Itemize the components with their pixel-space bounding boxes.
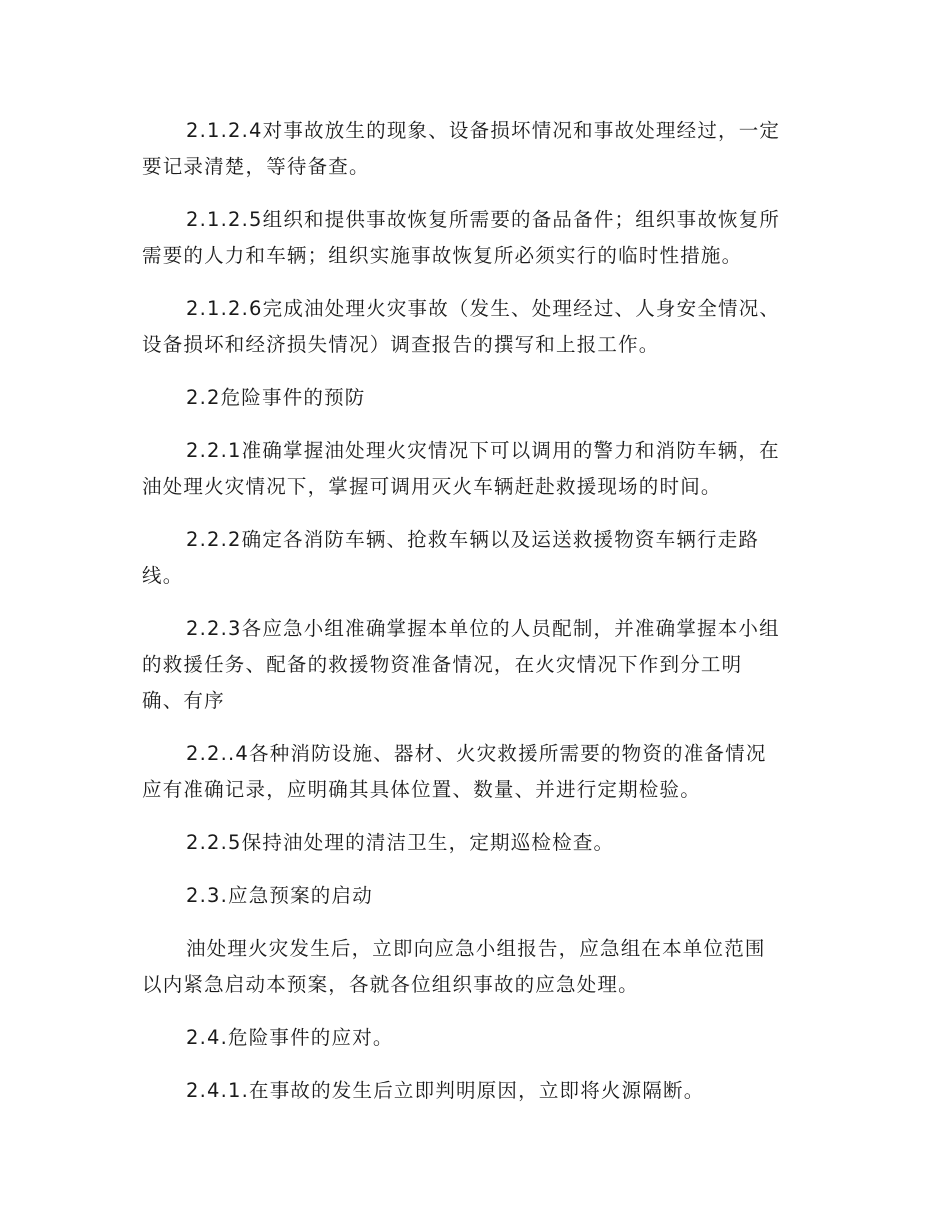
paragraph-2-2-4 [142,736,810,808]
section-heading-2-3 [142,878,810,914]
paragraph-line: 设备损坏和经济损失情况）调查报告的撰写和上报工作。 [142,333,660,356]
section-heading-2-2 [142,380,810,416]
heading-line: 2.2危险事件的预防 [186,386,366,409]
paragraph-2-1-2-5 [142,202,810,274]
paragraph-2-2-5 [142,825,810,861]
paragraph-emergency-start [142,931,810,1003]
paragraph-line: 油处理火灾发生后，立即向应急小组报告，应急组在本单位范围 [186,937,766,960]
paragraph-line: 的救援任务、配备的救援物资准备情况，在火灾情况下作到分工明 [142,653,743,676]
heading-line: 2.3.应急预案的启动 [186,884,373,907]
heading-line: 2.4.危险事件的应对。 [186,1026,394,1049]
paragraph-line: 线。 [142,564,184,587]
paragraph-line: 油处理火灾情况下，掌握可调用灭火车辆赶赴救援现场的时间。 [142,475,722,498]
paragraph-2-1-2-6 [142,291,810,363]
paragraph-line: 以内紧急启动本预案，各就各位组织事故的应急处理。 [142,973,639,996]
paragraph-line: 2.1.2.5组织和提供事故恢复所需要的备品备件；组织事故恢复所 [186,208,781,231]
paragraph-2-2-3 [142,611,810,719]
paragraph-line: 2.2..4各种消防设施、器材、火灾救援所需要的物资的准备情况 [186,742,767,765]
paragraph-line: 2.1.2.4对事故放生的现象、设备损坏情况和事故处理经过，一定 [186,119,781,142]
paragraph-2-2-1 [142,433,810,505]
paragraph-line: 2.2.5保持油处理的清洁卫生，定期巡检检查。 [186,831,615,854]
paragraph-line: 需要的人力和车辆；组织实施事故恢复所必须实行的临时性措施。 [142,244,743,267]
paragraph-2-4-1 [142,1073,810,1109]
paragraph-line: 2.1.2.6完成油处理火灾事故（发生、处理经过、人身安全情况、 [186,297,781,320]
paragraph-line: 应有准确记录，应明确其具体位置、数量、并进行定期检验。 [142,778,701,801]
paragraph-line: 2.2.1准确掌握油处理火灾情况下可以调用的警力和消防车辆，在 [186,439,780,462]
paragraph-line: 2.2.2确定各消防车辆、抢救车辆以及运送救援物资车辆行走路 [186,528,760,551]
paragraph-line: 2.4.1.在事故的发生后立即判明原因，立即将火源隔断。 [186,1079,705,1102]
paragraph-2-1-2-4 [142,113,810,185]
paragraph-line: 确、有序 [142,689,225,712]
paragraph-line: 2.2.3各应急小组准确掌握本单位的人员配制，并准确掌握本小组 [186,617,780,640]
section-heading-2-4 [142,1020,810,1056]
paragraph-line: 要记录清楚，等待备查。 [142,155,370,178]
paragraph-2-2-2 [142,522,810,594]
